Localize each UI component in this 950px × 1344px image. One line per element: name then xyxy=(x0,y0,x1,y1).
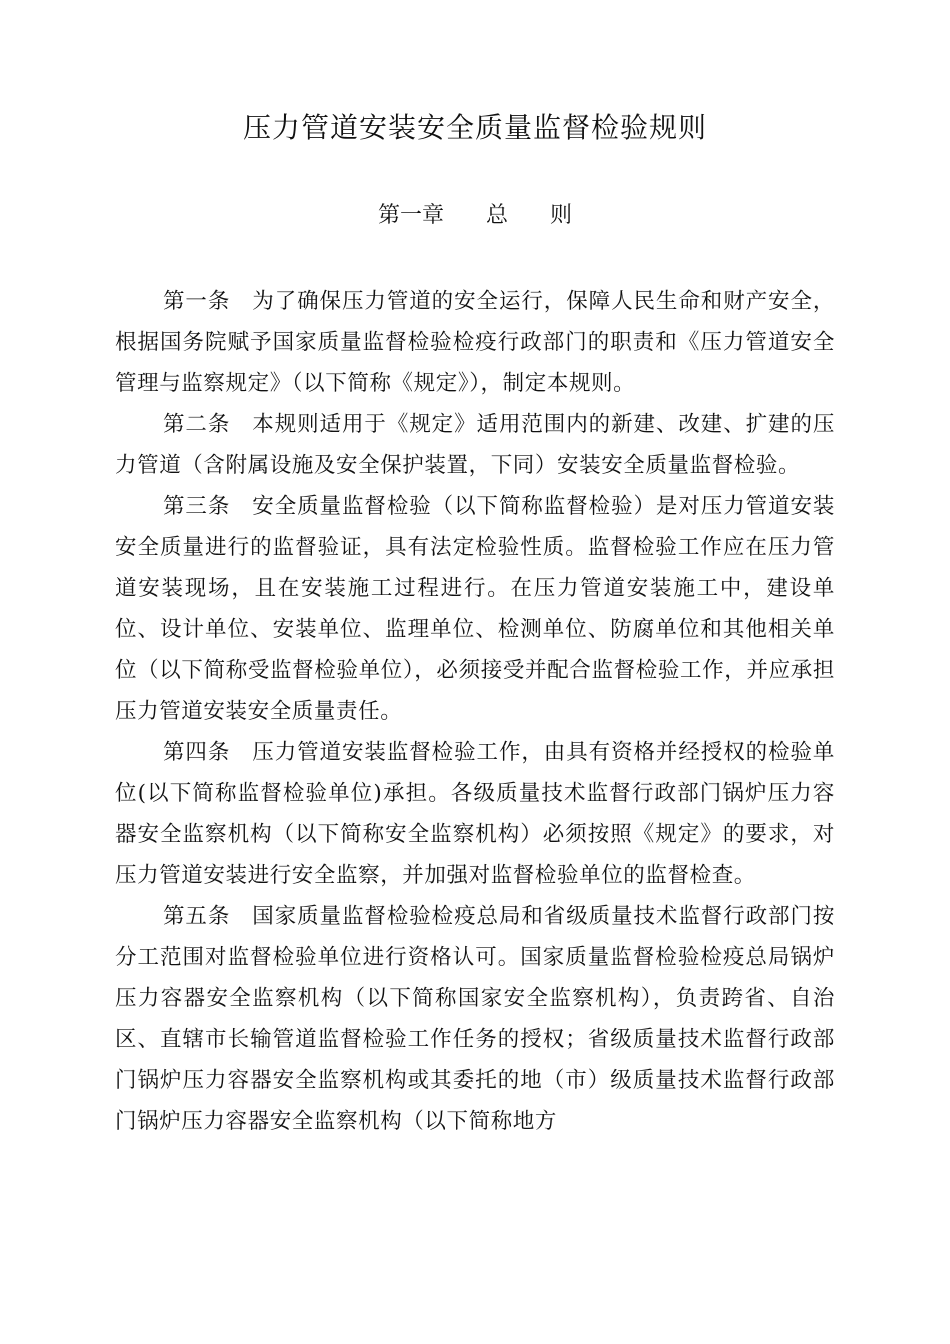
article-number: 第二条 xyxy=(163,412,231,437)
article-text: 安全质量监督检验（以下简称监督检验）是对压力管道安装安全质量进行的监督验证，具有法定检验性质。监督检验工作应在压力管道安装现场，且在安装施工过程进行。在压力管道安装施工中，建设单位、设计单位、安装单位、监理单位、检测单位、防腐单位和其他相关单位（以下简称受监督检验单位），必须接受并配合监督检验工作，并应承担压力管道安装安全质量责任。 xyxy=(115,494,835,724)
chapter-name-part1: 总 xyxy=(485,203,508,228)
chapter-number: 第一章 xyxy=(377,203,444,228)
chapter-heading xyxy=(0,196,950,236)
article-text: 为了确保压力管道的安全运行，保障人民生命和财产安全，根据国务院赋予国家质量监督检验检疫行政部门的职责和《压力管道安全管理与监察规定》（以下简称《规定》），制定本规则。 xyxy=(115,289,835,396)
article-number: 第三条 xyxy=(163,494,231,519)
article-number: 第五条 xyxy=(163,904,231,929)
chapter-name-part2: 则 xyxy=(550,203,573,228)
article-2 xyxy=(115,404,835,486)
article-1 xyxy=(115,281,835,404)
article-5 xyxy=(115,896,835,1142)
article-text: 压力管道安装监督检验工作，由具有资格并经授权的检验单位(以下简称监督检验单位)承担。各级质量技术监督行政部门锅炉压力容器安全监察机构（以下简称安全监察机构）必须按照《规定》的要求，对压力管道安装进行安全监察，并加强对监督检验单位的监督检查。 xyxy=(115,740,835,888)
document-body xyxy=(115,281,835,1142)
article-number: 第一条 xyxy=(163,289,231,314)
article-text: 本规则适用于《规定》适用范围内的新建、改建、扩建的压力管道（含附属设施及安全保护装置，下同）安装安全质量监督检验。 xyxy=(115,412,835,478)
article-3 xyxy=(115,486,835,732)
article-4 xyxy=(115,732,835,896)
article-number: 第四条 xyxy=(163,740,231,765)
document-title: 压力管道安装安全质量监督检验规则 xyxy=(242,111,707,144)
article-text: 国家质量监督检验检疫总局和省级质量技术监督行政部门按分工范围对监督检验单位进行资格认可。国家质量监督检验检疫总局锅炉压力容器安全监察机构（以下简称国家安全监察机构），负责跨省、自治区、直辖市长输管道监督检验工作任务的授权；省级质量技术监督行政部门锅炉压力容器安全监察机构或其委托的地（市）级质量技术监督行政部门锅炉压力容器安全监察机构（以下简称地方 xyxy=(115,904,835,1134)
